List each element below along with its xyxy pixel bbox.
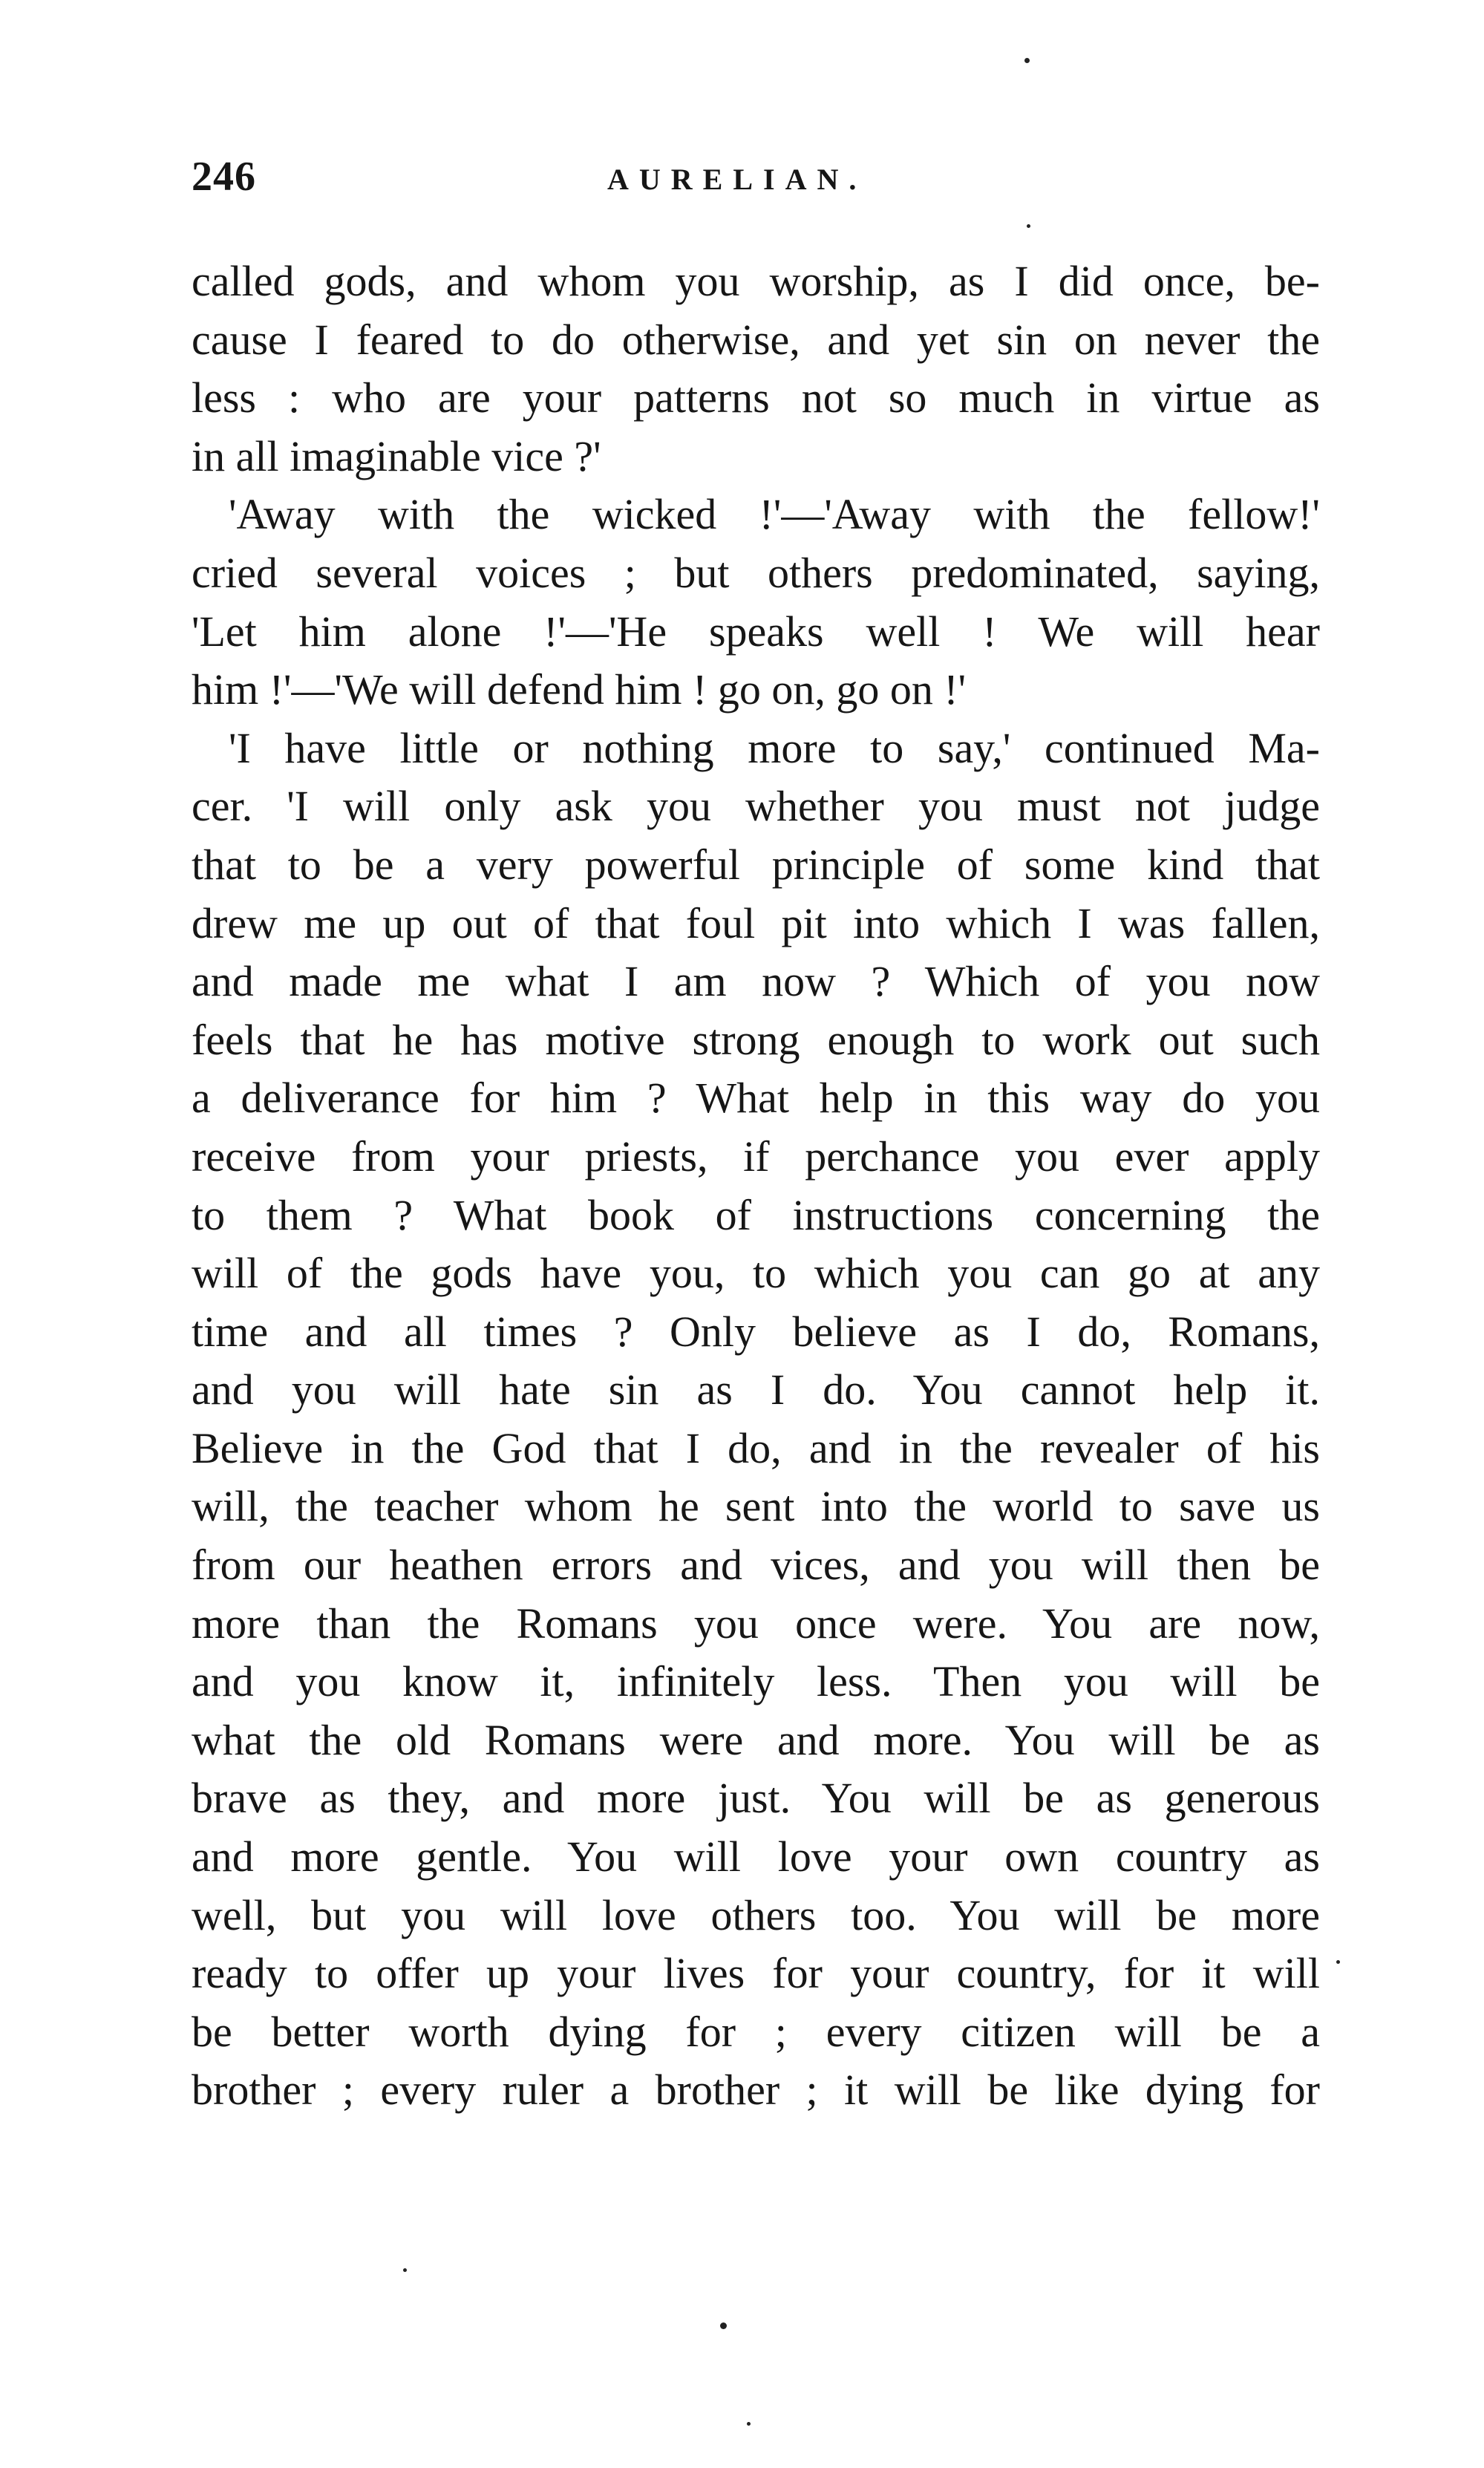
paragraph-start-line: 'I have little or nothing more to say,' continued Ma- (229, 723, 1320, 772)
text-line: time and all times ? Only believe as I do, Romans, (192, 1307, 1320, 1356)
paragraph-start-line: 'Away with the wicked !'—'Away with the fellow!' (229, 490, 1320, 539)
text-line: cried several voices ; but others predominated, saying, (192, 548, 1320, 597)
text-line: and you will hate sin as I do. You cannot help it. (192, 1365, 1320, 1414)
text-line: that to be a very powerful principle of some kind that (192, 840, 1320, 889)
print-speck (720, 2322, 727, 2329)
text-line: a deliverance for him ? What help in this way do you (192, 1074, 1320, 1123)
text-line: called gods, and whom you worship, as I did once, be- (192, 257, 1320, 305)
paragraph-end-line: him !'—'We will defend him ! go on, go on !' (192, 665, 967, 714)
text-line: drew me up out of that foul pit into which I was fallen, (192, 898, 1320, 947)
text-line: will, the teacher whom he sent into the world to save us (192, 1482, 1320, 1531)
text-line: be better worth dying for ; every citizen will be a (192, 2007, 1320, 2056)
text-line: and you know it, infinitely less. Then you will be (192, 1657, 1320, 1706)
text-line: what the old Romans were and more. You will be as (192, 1715, 1320, 1764)
body-text (192, 252, 1320, 2120)
print-speck (1027, 224, 1030, 228)
running-title: AURELIAN. (607, 163, 867, 196)
text-line: will of the gods have you, to which you can go at any (192, 1249, 1320, 1298)
text-line: well, but you will love others too. You will be more (192, 1890, 1320, 1939)
text-line: and more gentle. You will love your own country as (192, 1832, 1320, 1881)
text-line: cer. 'I will only ask you whether you must not judge (192, 782, 1320, 831)
page-number: 246 (192, 154, 256, 200)
print-speck (403, 2268, 407, 2272)
text-line: from our heathen errors and vices, and you will then be (192, 1541, 1320, 1590)
text-line: brave as they, and more just. You will be as generous (192, 1774, 1320, 1823)
print-speck (1024, 58, 1030, 63)
text-line: cause I feared to do otherwise, and yet sin on never the (192, 315, 1320, 364)
text-line: to them ? What book of instructions concerning the (192, 1190, 1320, 1239)
text-line: ready to offer up your lives for your country, for it will (192, 1949, 1320, 1998)
paragraph-end-line: in all imaginable vice ?' (192, 431, 601, 480)
text-line: brother ; every ruler a brother ; it will be like dying for (192, 2066, 1320, 2115)
text-line: Believe in the God that I do, and in the revealer of his (192, 1423, 1320, 1472)
text-line: 'Let him alone !'—'He speaks well ! We will hear (192, 607, 1320, 656)
text-line: feels that he has motive strong enough to work out such (192, 1015, 1320, 1064)
page-header (192, 147, 1320, 206)
print-speck (747, 2422, 751, 2426)
text-line: receive from your priests, if perchance you ever apply (192, 1132, 1320, 1181)
print-speck (1336, 1960, 1340, 1964)
text-line: and made me what I am now ? Which of you now (192, 957, 1320, 1006)
text-line: less : who are your patterns not so much in virtue as (192, 373, 1320, 422)
text-line: more than the Romans you once were. You are now, (192, 1599, 1320, 1648)
